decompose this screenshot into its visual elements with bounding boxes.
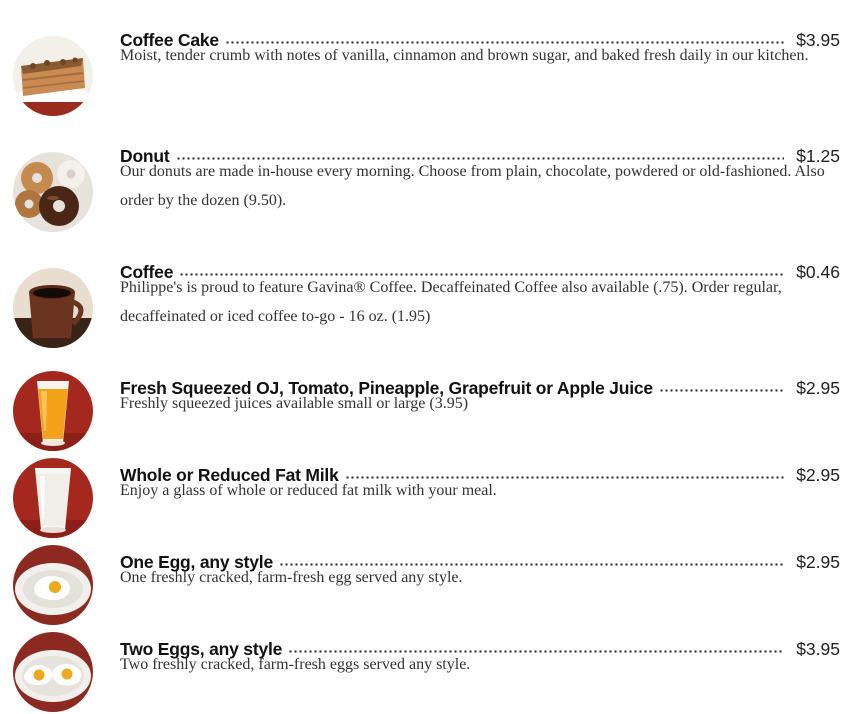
one-egg-photo	[13, 545, 93, 625]
item-description: Enjoy a glass of whole or reduced fat milk with your meal.	[120, 482, 497, 499]
item-title: Whole or Reduced Fat Milk	[120, 464, 339, 485]
item-price: $2.95	[796, 464, 840, 485]
donut-photo	[13, 152, 93, 232]
item-description: Philippe's is proud to feature Gavina® Coffee. Decaffeinated Coffee also available (.75). Order regular, decaffeinated or iced coffee to-go - 16 oz. (1.95)	[120, 279, 782, 325]
milk-glass-photo	[13, 458, 93, 538]
item-description: Two freshly cracked, farm-fresh eggs served any style.	[120, 656, 471, 673]
item-price: $0.46	[796, 261, 840, 282]
coffee-cake-photo	[13, 36, 93, 116]
item-title: Fresh Squeezed OJ, Tomato, Pineapple, Grapefruit or Apple Juice	[120, 377, 653, 398]
item-description: Moist, tender crumb with notes of vanilla, cinnamon and brown sugar, and baked fresh daily in our kitchen.	[120, 47, 809, 64]
item-price: $2.95	[796, 377, 840, 398]
item-title: Two Eggs, any style	[120, 638, 283, 659]
item-price: $2.95	[796, 551, 840, 572]
two-eggs-photo	[13, 632, 93, 712]
item-title: One Egg, any style	[120, 551, 273, 572]
juice-glass-photo	[13, 371, 93, 451]
item-price: $3.95	[796, 29, 840, 50]
item-price: $3.95	[796, 638, 840, 659]
item-description: Freshly squeezed juices available small or large (3.95)	[120, 395, 469, 412]
item-description: One freshly cracked, farm-fresh egg served any style.	[120, 569, 463, 586]
item-title: Coffee Cake	[120, 29, 219, 50]
coffee-cup-photo	[13, 268, 93, 348]
item-description: Our donuts are made in-house every morning. Choose from plain, chocolate, powdered or old-fashioned. Also order by the dozen (9.50).	[120, 163, 825, 209]
item-title: Coffee	[120, 261, 174, 282]
item-price: $1.25	[796, 145, 840, 166]
item-title: Donut	[120, 145, 170, 166]
